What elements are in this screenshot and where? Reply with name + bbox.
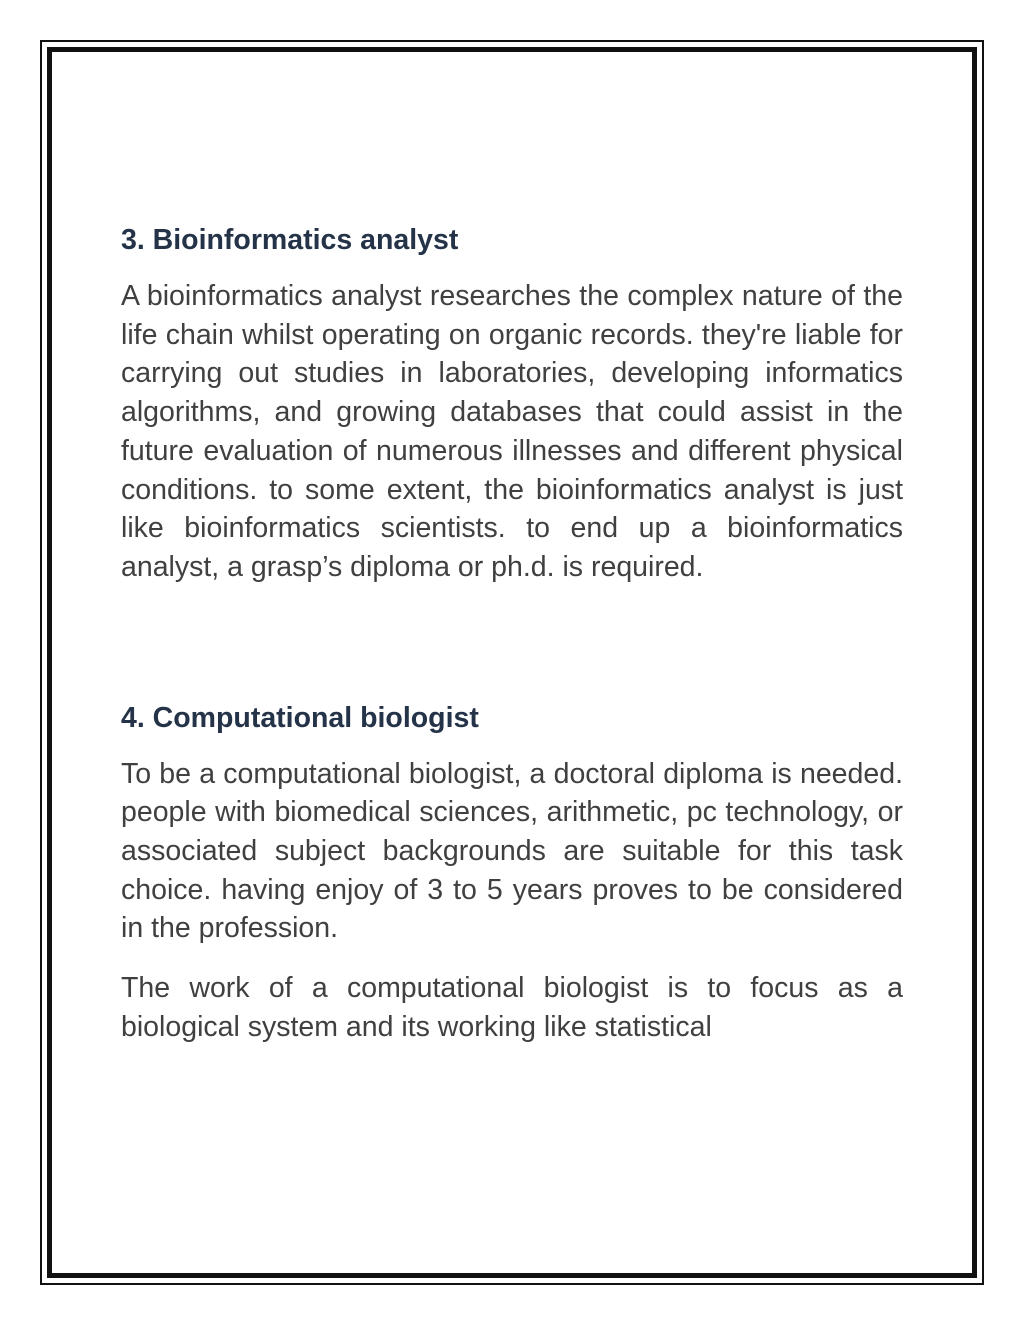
document-body [121, 222, 903, 1047]
paragraph-computational-biologist-1: To be a computational biologist, a doctoral diploma is needed. people with biomedical sciences, arithmetic, pc technology, or associated subject backgrounds are suitable for this task choice. having enjoy of 3 to 5 years proves to be considered in the profession. [121, 757, 903, 945]
section-heading-bioinformatics-analyst: 3. Bioinformatics analyst [121, 224, 459, 256]
paragraph-computational-biologist-2: The work of a computational biologist is to focus as a biological system and its working like statistical [121, 972, 903, 1043]
section-heading-computational-biologist: 4. Computational biologist [121, 701, 479, 734]
paragraph-bioinformatics-analyst: A bioinformatics analyst researches the complex nature of the life chain whilst operating on organic records. they're liable for carrying out studies in laboratories, developing informatics algorithms, and growing databases that could assist in the future evaluation of numerous illnesses and different physical conditions. to some extent, the bioinformatics analyst is just like bioinformatics scientists. to end up a bioinformatics analyst, a grasp’s diploma or ph.d. is required. [121, 280, 903, 583]
